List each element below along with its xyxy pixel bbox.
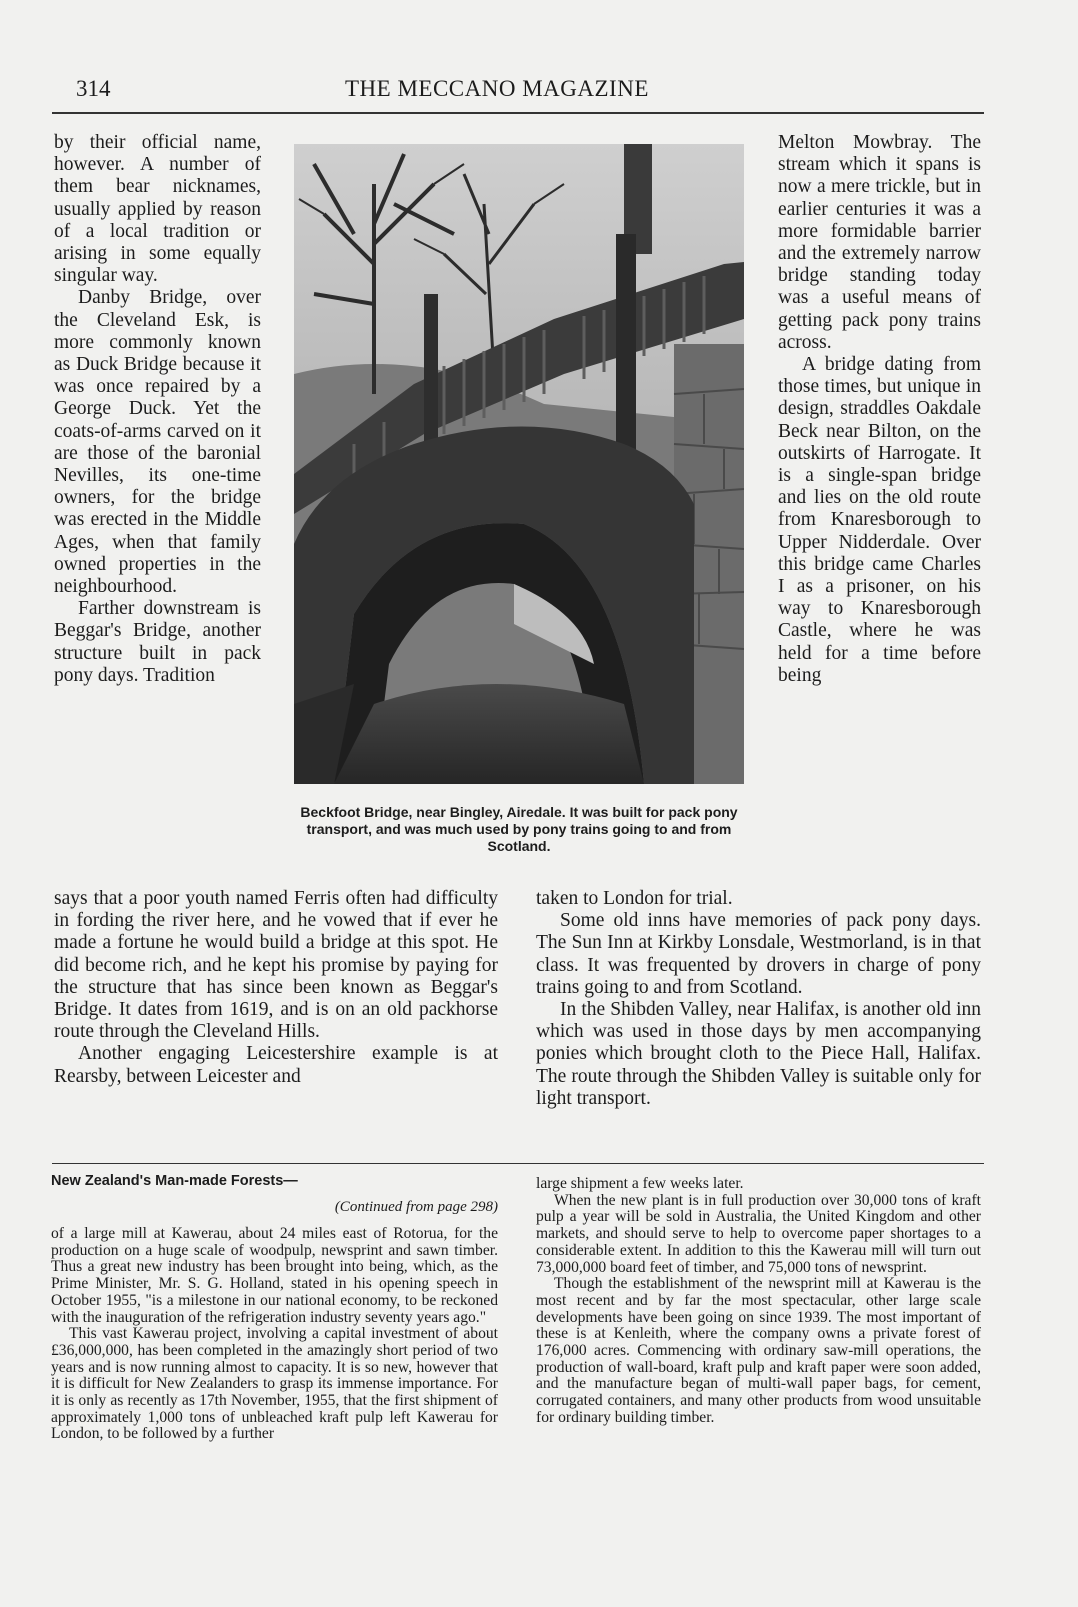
- photo-caption: Beckfoot Bridge, near Bingley, Airedale. It was built for pack pony transport, and was much used by pony trains going to and from Scotland.: [300, 804, 738, 854]
- article-right-column: [536, 1176, 981, 1427]
- paragraph: Though the establishment of the newsprint mill at Kawerau is the most recent and by far the most spectacular, other large scale developments have been going on since 1939. The most important of these is at Kenleith, where the company owns a private forest of 176,000 acres. Commencing with ordinary saw-mill operations, the production of wall-board, kraft pulp and kraft paper were soon added, and the manufacture began of multi-wall paper bags, for cement, corrugated containers, and many other products from wood unsuitable for ordinary building timber.: [536, 1275, 981, 1426]
- paragraph: by their official name, however. A number of them bear nicknames, usually applied by reason of a local tradition or arising in some equally singular way.: [54, 132, 261, 287]
- page-number: 314: [76, 76, 111, 101]
- continued-note: (Continued from page 298): [334, 1199, 498, 1215]
- paragraph: When the new plant is in full production over 30,000 tons of kraft pulp a year will be sold in Australia, the United Kingdom and other markets, and should serve to help to overcome paper shortages to a considerable extent. In addition to this the Kawerau mill will turn out 73,000,000 board feet of timber, and 75,000 tons of newsprint.: [536, 1191, 981, 1276]
- paragraph: Some old inns have memories of pack pony days. The Sun Inn at Kirkby Lonsdale, Westmorland, is in that class. It was frequented by drovers in charge of pony trains going to and from Scotland.: [536, 910, 981, 998]
- bridge-photo: [294, 144, 744, 784]
- header-rule: [52, 112, 984, 114]
- article-left-column: [51, 1226, 498, 1443]
- left-lower-column: [54, 888, 498, 1088]
- paragraph: of a large mill at Kawerau, about 24 miles east of Rotorua, for the production on a huge scale of woodpulp, newsprint and sawn timber. Thus a great new industry has been brought into being, which, as the Prime Minister, Mr. S. G. Holland, stated in his opening speech in October 1955, "is a milestone in our national economy, to be reckoned with the inauguration of the refrigeration industry seventy years ago.": [51, 1225, 498, 1326]
- magazine-title: THE MECCANO MAGAZINE: [345, 76, 649, 101]
- paragraph: Another engaging Leicestershire example is at Rearsby, between Leicester and: [54, 1043, 498, 1087]
- section-rule: [52, 1163, 984, 1164]
- bridge-illustration: [294, 144, 744, 784]
- paragraph: Farther downstream is Beggar's Bridge, another structure built in pack pony days. Tradition: [54, 598, 261, 686]
- paragraph: This vast Kawerau project, involving a capital investment of about £36,000,000, has been completed in the amazingly short period of two years and is now running almost to capacity. It is so new, however that it is difficult for New Zealanders to grasp its immense importance. For it is only as recently as 17th November, 1955, that the first shipment of approximately 1,000 tons of unbleached kraft pulp left Kawerau for London, to be followed by a further: [51, 1325, 498, 1443]
- article-title: New Zealand's Man-made Forests—: [51, 1173, 298, 1189]
- paragraph: In the Shibden Valley, near Halifax, is another old inn which was used in those days by men accompanying ponies which brought cloth to the Piece Hall, Halifax. The route through the Shibden Valley is suitable only for light transport.: [536, 999, 981, 1109]
- paragraph: Melton Mowbray. The stream which it spans is now a mere trickle, but in earlier centuries it was a more formidable barrier and the extremely narrow bridge standing today was a useful means of getting pack pony trains across.: [778, 132, 981, 353]
- paragraph: A bridge dating from those times, but unique in design, straddles Oakdale Beck near Bilton, on the outskirts of Harrogate. It is a single-span bridge and lies on the old route from Knaresborough to Upper Nidderdale. Over this bridge came Charles I as a prisoner, on his way to Knaresborough Castle, where he was held for a time before being: [778, 354, 981, 686]
- right-column: [778, 132, 981, 687]
- paragraph: Danby Bridge, over the Cleveland Esk, is more commonly known as Duck Bridge because it was once repaired by a George Duck. Yet the coats-of-arms carved on it are those of the baronial Nevilles, its one-time owners, for the bridge was erected in the Middle Ages, when that family owned properties in the neighbourhood.: [54, 287, 261, 598]
- right-lower-column: [536, 888, 981, 1110]
- left-column: [54, 132, 261, 687]
- paragraph: taken to London for trial.: [536, 888, 733, 909]
- paragraph: says that a poor youth named Ferris often had difficulty in fording the river here, and he vowed that if ever he made a fortune he would build a bridge at this spot. He did become rich, and he kept his promise by paying for the structure that has since been known as Beggar's Bridge. It dates from 1619, and is on an old packhorse route through the Cleveland Hills.: [54, 888, 498, 1043]
- paragraph: large shipment a few weeks later.: [536, 1175, 744, 1192]
